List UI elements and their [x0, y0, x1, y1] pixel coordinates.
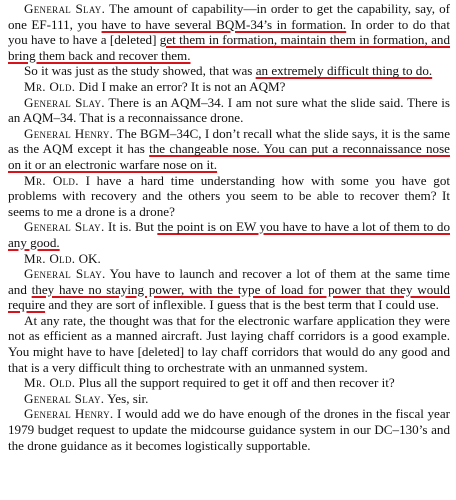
paragraph	[8, 126, 450, 173]
paragraph	[8, 266, 450, 313]
speaker-name: Mr. Old.	[24, 78, 76, 94]
speaker-name: General Slay.	[24, 1, 106, 16]
body-text: Did I make an error? It is not an AQM?	[75, 78, 286, 94]
speaker-name: Mr. Old.	[24, 375, 76, 391]
body-text: The amount of capability—in order to get the capability, say, of one EF-111, you	[8, 1, 450, 32]
highlighted-text: an extremely difficult thing to do.	[255, 63, 433, 79]
paragraph	[8, 63, 450, 79]
speaker-name: General Henry.	[24, 406, 114, 422]
body-text: You have to launch and recover a lot of them at the same time and	[8, 266, 450, 297]
body-text: It is. But	[104, 219, 158, 235]
body-text: Plus all the support required to get it off and then recover it?	[75, 375, 395, 391]
paragraph	[8, 313, 450, 375]
paragraph	[8, 173, 450, 220]
body-text: and they are sort of inflexible. I guess that is the best term that I could use.	[45, 297, 439, 313]
speaker-name: General Slay.	[24, 94, 105, 110]
paragraph	[8, 391, 450, 407]
body-text: The BGM–34C, I don’t recall what the slide says, it is the same as the AQM except it has	[8, 125, 451, 157]
paragraph	[8, 1, 450, 63]
body-text: I have a hard time understanding how with some you have got problems with recovery and the others you seem to be able to recover them? It seems to me a drone is a drone?	[8, 172, 451, 219]
body-text: Yes, sir.	[104, 390, 149, 406]
paragraph	[8, 251, 450, 267]
speaker-name: General Slay.	[24, 390, 105, 406]
highlighted-text: the point is on EW you have to have a lot of them to do any good.	[8, 219, 450, 250]
paragraph	[8, 406, 450, 453]
body-text: At any rate, the thought was that for the electronic warfare application they were not as efficient as a manned aircraft. Just laying chaff corridors is a good example. You might have to have [deleted] to lay chaff corridors that would do any good and that is a very difficult thing to orchestrate with an unmanned system.	[8, 312, 450, 375]
speaker-name: General Slay.	[24, 219, 105, 235]
paragraph	[8, 375, 450, 391]
body-text: There is an AQM–34. I am not sure what the slide said. There is an AQM–34. That is a reconnaissance drone.	[8, 94, 450, 126]
speaker-name: Mr. Old.	[24, 172, 79, 188]
paragraph	[8, 79, 450, 95]
speaker-name: Mr. Old.	[24, 250, 76, 266]
body-text: I would add we do have enough of the drones in the fiscal year 1979 budget request to update the midcourse guidance system in our DC–130’s and the drone guidance as it becomes logistically supportable.	[8, 406, 450, 453]
highlighted-text: the changeable nose. You can put a reconnaissance nose on it or an electronic warfare nose on it.	[8, 141, 450, 172]
body-text: OK.	[75, 250, 101, 266]
paragraph	[8, 219, 450, 250]
speaker-name: General Slay.	[24, 266, 106, 282]
highlighted-text: have to have several BQM-34’s in formation.	[101, 16, 347, 32]
body-text: So it was just as the study showed, that was	[24, 63, 256, 79]
highlighted-text: get them in formation, maintain them in formation, and bring them back and recover them.	[8, 32, 450, 63]
highlighted-text: they have no staying power, with the type of load for power that they would require	[8, 281, 450, 313]
paragraph	[8, 95, 450, 126]
body-text: In order to do that you have to have a [deleted]	[8, 16, 450, 48]
transcript-page	[8, 1, 450, 453]
speaker-name: General Henry.	[24, 125, 114, 141]
